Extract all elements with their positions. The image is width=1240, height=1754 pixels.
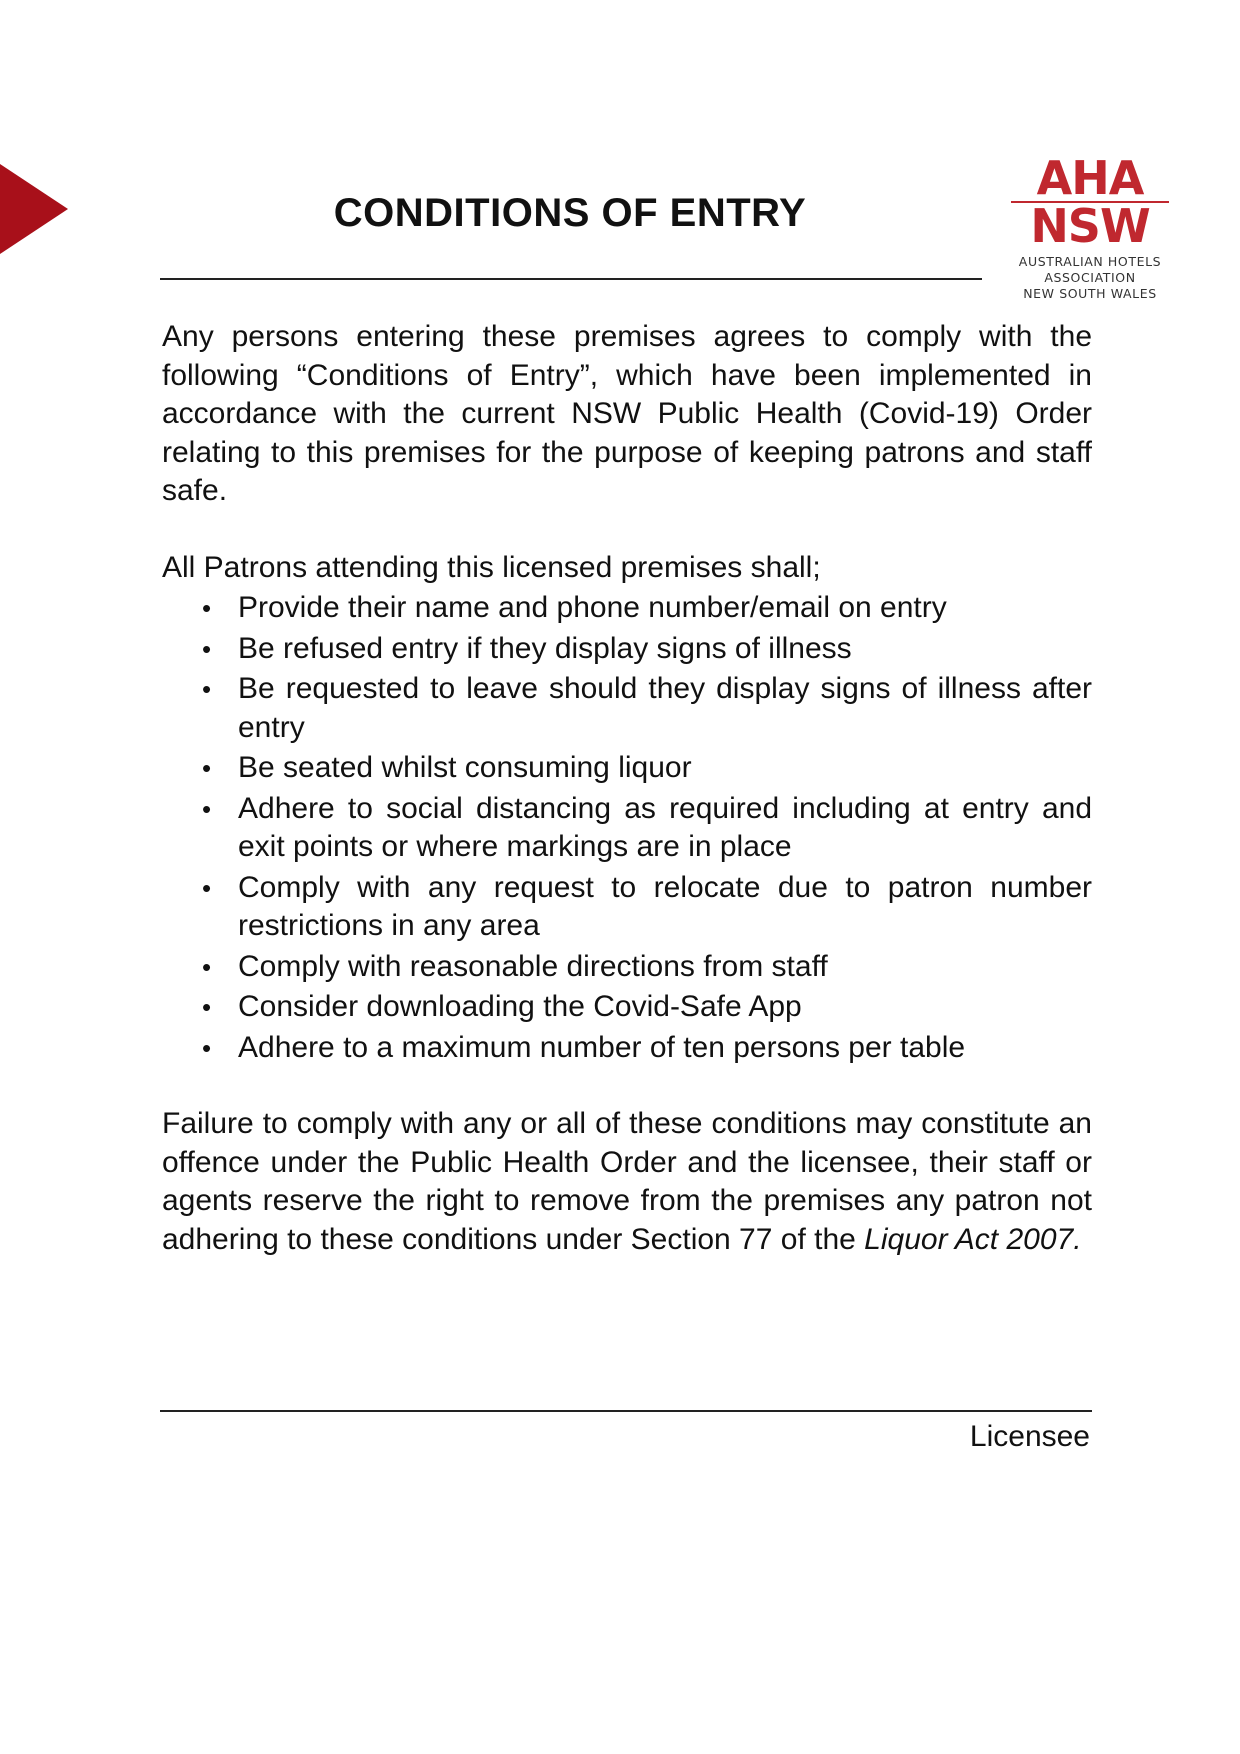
- condition-item: • Comply with reasonable directions from staff: [162, 948, 1092, 987]
- logo-subtitle-line-3: NEW SOUTH WALES: [1023, 286, 1157, 301]
- document-body: [162, 318, 1092, 1259]
- bullet-icon: •: [202, 951, 212, 982]
- signature-label: Licensee: [969, 1420, 1090, 1453]
- aha-nsw-logo: [1005, 151, 1175, 302]
- red-arrow-marker: [0, 164, 68, 254]
- conditions-list: [162, 589, 1092, 1067]
- condition-item: • Adhere to social distancing as required including at entry and exit points or where markings are in place: [202, 791, 1092, 863]
- bullet-icon: •: [202, 593, 212, 623]
- title-underline: [160, 278, 982, 280]
- condition-item: • Adhere to a maximum number of ten persons per table: [162, 1029, 1092, 1068]
- logo-aha-word: AHA: [1036, 151, 1144, 205]
- page-title: CONDITIONS OF ENTRY: [333, 191, 807, 235]
- bullet-icon: •: [202, 793, 212, 824]
- condition-item: • Provide their name and phone number/email on entry: [162, 589, 1092, 628]
- condition-item: • Consider downloading the Covid-Safe App: [162, 988, 1092, 1027]
- act-name: Liquor Act 2007: [864, 1222, 1074, 1256]
- bullet-icon: •: [202, 992, 212, 1022]
- opening-paragraph: Any persons entering these premises agrees to comply with the following “Conditions of Entry”, which have been implemented in accordance with the current NSW Public Health (Covid-19) Order relating to this premises for the purpose of keeping patrons and staff safe.: [162, 320, 1092, 507]
- bullet-icon: •: [202, 1032, 212, 1063]
- condition-item: • Comply with any request to relocate due to patron number restrictions in any area: [202, 870, 1092, 942]
- conditions-intro: All Patrons attending this licensed premises shall;: [162, 550, 821, 584]
- logo-subtitle: [1005, 254, 1175, 302]
- bullet-icon: •: [202, 633, 212, 664]
- logo-nsw-word: NSW: [1030, 199, 1150, 253]
- signature-line: [160, 1410, 1092, 1412]
- bullet-icon: •: [202, 753, 212, 783]
- condition-item: • Be seated whilst consuming liquor: [162, 749, 1092, 788]
- logo-subtitle-line-2: ASSOCIATION: [1044, 270, 1136, 285]
- condition-item: • Be refused entry if they display signs of illness: [162, 630, 1092, 669]
- bullet-icon: •: [202, 674, 212, 704]
- logo-subtitle-line-1: AUSTRALIAN HOTELS: [1018, 254, 1162, 269]
- bullet-icon: •: [202, 872, 212, 903]
- condition-item: • Be requested to leave should they display signs of illness after entry: [202, 672, 1092, 744]
- failure-paragraph: Failure to comply with any or all of these conditions may constitute an offence under the Public Health Order and the licensee, their staff or agents reserve the right to remove from the premises any patron not adhering to these conditions under Section 77 of the Liquor Act 2007.: [162, 1107, 1092, 1256]
